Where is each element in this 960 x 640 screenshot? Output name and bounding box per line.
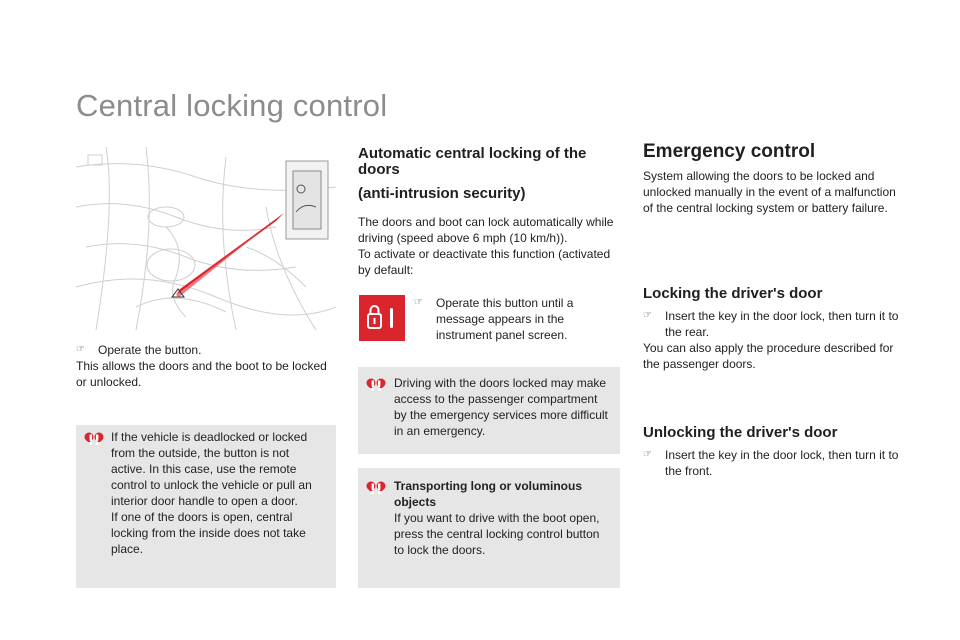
pointing-hand-icon: ☞ xyxy=(76,344,85,355)
svg-text:!!: !! xyxy=(369,482,383,498)
pointing-hand-icon: ☞ xyxy=(643,449,652,460)
unlocking-driver-door-heading: Unlocking the driver's door xyxy=(643,424,838,441)
activate-text: To activate or deactivate this function (activated by default: xyxy=(358,247,611,277)
padlock-button-icon xyxy=(359,295,405,341)
svg-text:!!: !! xyxy=(369,379,383,395)
emergency-warning-text: Driving with the doors locked may make access to the passenger compartment by the emergency services more difficult in an emergency. xyxy=(394,376,608,438)
operate-button-bullet: ☞ Operate the button. xyxy=(76,343,202,357)
deadlock-warning-box xyxy=(76,425,336,588)
anti-intrusion-subheading: (anti-intrusion security) xyxy=(358,185,526,202)
unlock-key-bullet: ☞ Insert the key in the door lock, then turn it to the front. xyxy=(643,448,899,478)
auto-locking-heading: Automatic central locking of the doors xyxy=(358,145,587,178)
svg-text:!!: !! xyxy=(87,433,101,449)
emergency-access-warning-box xyxy=(358,367,620,454)
left-description: This allows the doors and the boot to be locked or unlocked. xyxy=(76,359,327,389)
exclamation-warning-icon xyxy=(84,431,104,453)
pointing-hand-icon: ☞ xyxy=(643,310,652,321)
passenger-doors-text: You can also apply the procedure described for the passenger doors. xyxy=(643,341,894,371)
pointing-hand-icon: ☞ xyxy=(414,297,423,308)
transport-warning-title: Transporting long or voluminous objects xyxy=(394,479,582,509)
transport-warning-box xyxy=(358,468,620,588)
warning-text-2: If one of the doors is open, central locking from the inside does not take place. xyxy=(111,510,306,556)
emergency-control-text: System allowing the doors to be locked and unlocked manually in the event of a malfunction of the central locking system or battery failure. xyxy=(643,169,896,215)
warning-text-1: If the vehicle is deadlocked or locked from the outside, the button is not active. In this case, use the remote control to unlock the vehicle or pull an interior door handle to open a door. xyxy=(111,430,312,508)
locking-driver-door-heading: Locking the driver's door xyxy=(643,285,823,302)
operate-lock-button-bullet: ☞ Operate this button until a message appears in the instrument panel screen. xyxy=(414,296,574,342)
exclamation-warning-icon xyxy=(366,480,386,502)
center-console-illustration xyxy=(76,147,336,330)
exclamation-warning-icon xyxy=(366,377,386,399)
transport-warning-text: If you want to drive with the boot open, press the central locking control button to lock the doors. xyxy=(394,511,600,557)
lock-key-bullet: ☞ Insert the key in the door lock, then turn it to the rear. xyxy=(643,309,899,339)
auto-locking-text: The doors and boot can lock automatically while driving (speed above 6 mph (10 km/h)). xyxy=(358,215,614,245)
page-title: Central locking control xyxy=(76,88,388,123)
emergency-control-heading: Emergency control xyxy=(643,141,816,162)
